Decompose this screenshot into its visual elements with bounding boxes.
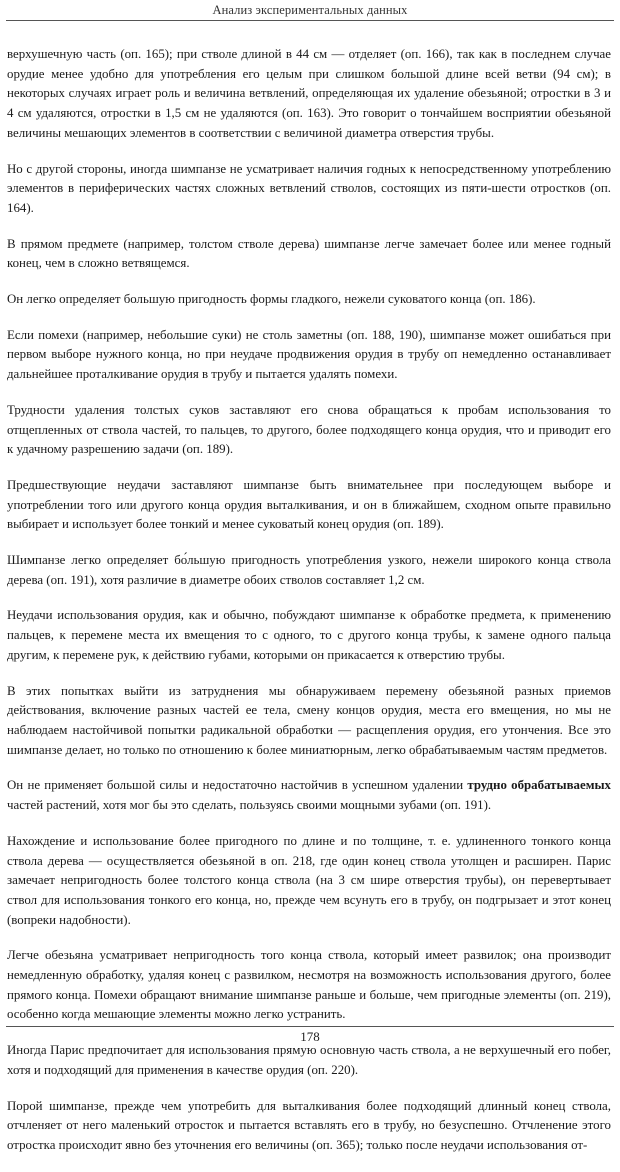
paragraph-11-start: Он не применяет большой силы и недостаточно настойчив в успешном удалении xyxy=(7,778,468,793)
paragraph-11 xyxy=(7,776,611,815)
paragraph-3: В прямом предмете (например, толстом стволе дерева) шимпанзе легче замечает более или менее годный конец, чем в сложно ветвящемся. xyxy=(7,236,611,271)
paragraph-15: Порой шимпанзе, прежде чем употребить для выталкивания более подходящий длинный конец ствола, отчленяет от него маленький отросток и пытается вставлять его в трубу, но безуспешно. Отчленение этого отростка происходит явно без уточнения его величины (оп. 365); только после неудачи использования от- xyxy=(7,1098,611,1152)
body-text xyxy=(7,45,611,1172)
page-number: 178 xyxy=(300,1029,320,1044)
bold-phrase: трудно обрабатываемых xyxy=(467,778,612,793)
paragraph-7: Предшествующие неудачи заставляют шимпанзе быть внимательнее при последующем выборе и употреблении того или другого конца орудия выталкивания, и он в ближайшем, сходном опыте правильно выбирает и использует более тонкий и менее суковатый конец орудия (оп. 189). xyxy=(7,477,611,532)
paragraph-4: Он легко определяет большую пригодность формы гладкого, нежели суковатого конца (оп. 186). xyxy=(7,292,536,307)
header-rule xyxy=(6,20,614,21)
paragraph-8: Шимпанзе легко определяет бо́льшую пригодность употребления узкого, нежели широкого конца ствола дерева (оп. 191), хотя различие в диаметре обоих стволов составляет 1,2 см. xyxy=(7,553,611,587)
paragraph-13: Легче обезьяна усматривает непригодность того конца ствола, который имеет развилок; она производит немедленную обработку, удаляя конец с развилком, несмотря на возможность использования другого, более прямого конца. Помехи обращают внимание шимпанзе раньше и больше, чем пригодные элементы (оп. 219), особенно когда мешающие элементы можно легко устранить. xyxy=(7,948,611,1022)
paragraph-2: Но с другой стороны, иногда шимпанзе не усматривает наличия годных к непосредственному употреблению элементов в периферических частях сложных ветвлений стволов, состоящих из пяти-шести отростков (оп. 164). xyxy=(7,161,611,215)
paragraph-5: Если помехи (например, небольшие суки) не столь заметны (оп. 188, 190), шимпанзе может ошибаться при первом выборе нужного конца, но при неудаче продвижения орудия в трубу оп немедленно останавливает дальнейшее проталкивание орудия в трубу и пытается удалять помехи. xyxy=(7,327,611,382)
paragraph-1: верхушечную часть (оп. 165); при стволе длиной в 44 см — отделяет (оп. 166), так как в последнем случае орудие менее удобно для употребления его целым при слишком большой длине всей ветви (94 см); в некоторых случаях играет роль и величина ветвлений, определяющая их удаление обезьяной; отростки в 3 и 4 см удаляются, отростки в 1,5 см не удаляются (оп. 163). Это говорит о тончайшем восприятии обезьяной величины мешающих элементов в соответствии с величиной диаметра отверстия трубы. xyxy=(7,47,611,140)
paragraph-12: Нахождение и использование более пригодного по длине и по толщине, т. е. удлиненного тонкого конца ствола дерева — осуществляется обезьяной в оп. 218, где один конец ствола утолщен и расширен. Парис замечает непригодность более толстого конца ствола (на 3 см шире отверстия трубы), он перевертывает ствол для использования тонкого его конца, но, прежде чем всунуть его в трубу, он подгрызает и этот конец (вопреки надобности). xyxy=(7,833,611,927)
footer-rule xyxy=(6,1026,614,1027)
paragraph-14: Иногда Парис предпочитает для использования прямую основную часть ствола, а не верхушечный его побег, хотя и подходящий для применения в качестве орудия (оп. 220). xyxy=(7,1043,611,1077)
paragraph-11-end: частей растений, хотя мог бы это сделать, пользуясь своими мощными зубами (оп. 191). xyxy=(7,798,492,813)
paragraph-9: Неудачи использования орудия, как и обычно, побуждают шимпанзе к обработке предмета, к применению пальцев, к перемене места их вмещения то с одного, то с другого конца трубы, к замене одного пальца другим, к перемене рук, к действию губами, которыми он прикасается к отверстию трубы. xyxy=(7,608,611,662)
paragraph-6: Трудности удаления толстых суков заставляют его снова обращаться к пробам использования то отщепленных от ствола частей, то пальцев, то другого, более подходящего конца орудия, что и приводит его к удачному разрешению задачи (оп. 189). xyxy=(7,402,611,457)
running-head: Анализ экспериментальных данных xyxy=(212,3,408,17)
paragraph-10: В этих попытках выйти из затруднения мы обнаруживаем перемену обезьяной разных приемов действования, включение разных частей ее тела, смену концов орудия, места его вмещения, но мы не наблюдаем настойчивой попытки радикальной обработки — расщепления орудия, его утончения. Все это шимпанзе делает, но только по отношению к более миниатюрным, легко обрабатываемым частям предметов. xyxy=(7,683,611,757)
